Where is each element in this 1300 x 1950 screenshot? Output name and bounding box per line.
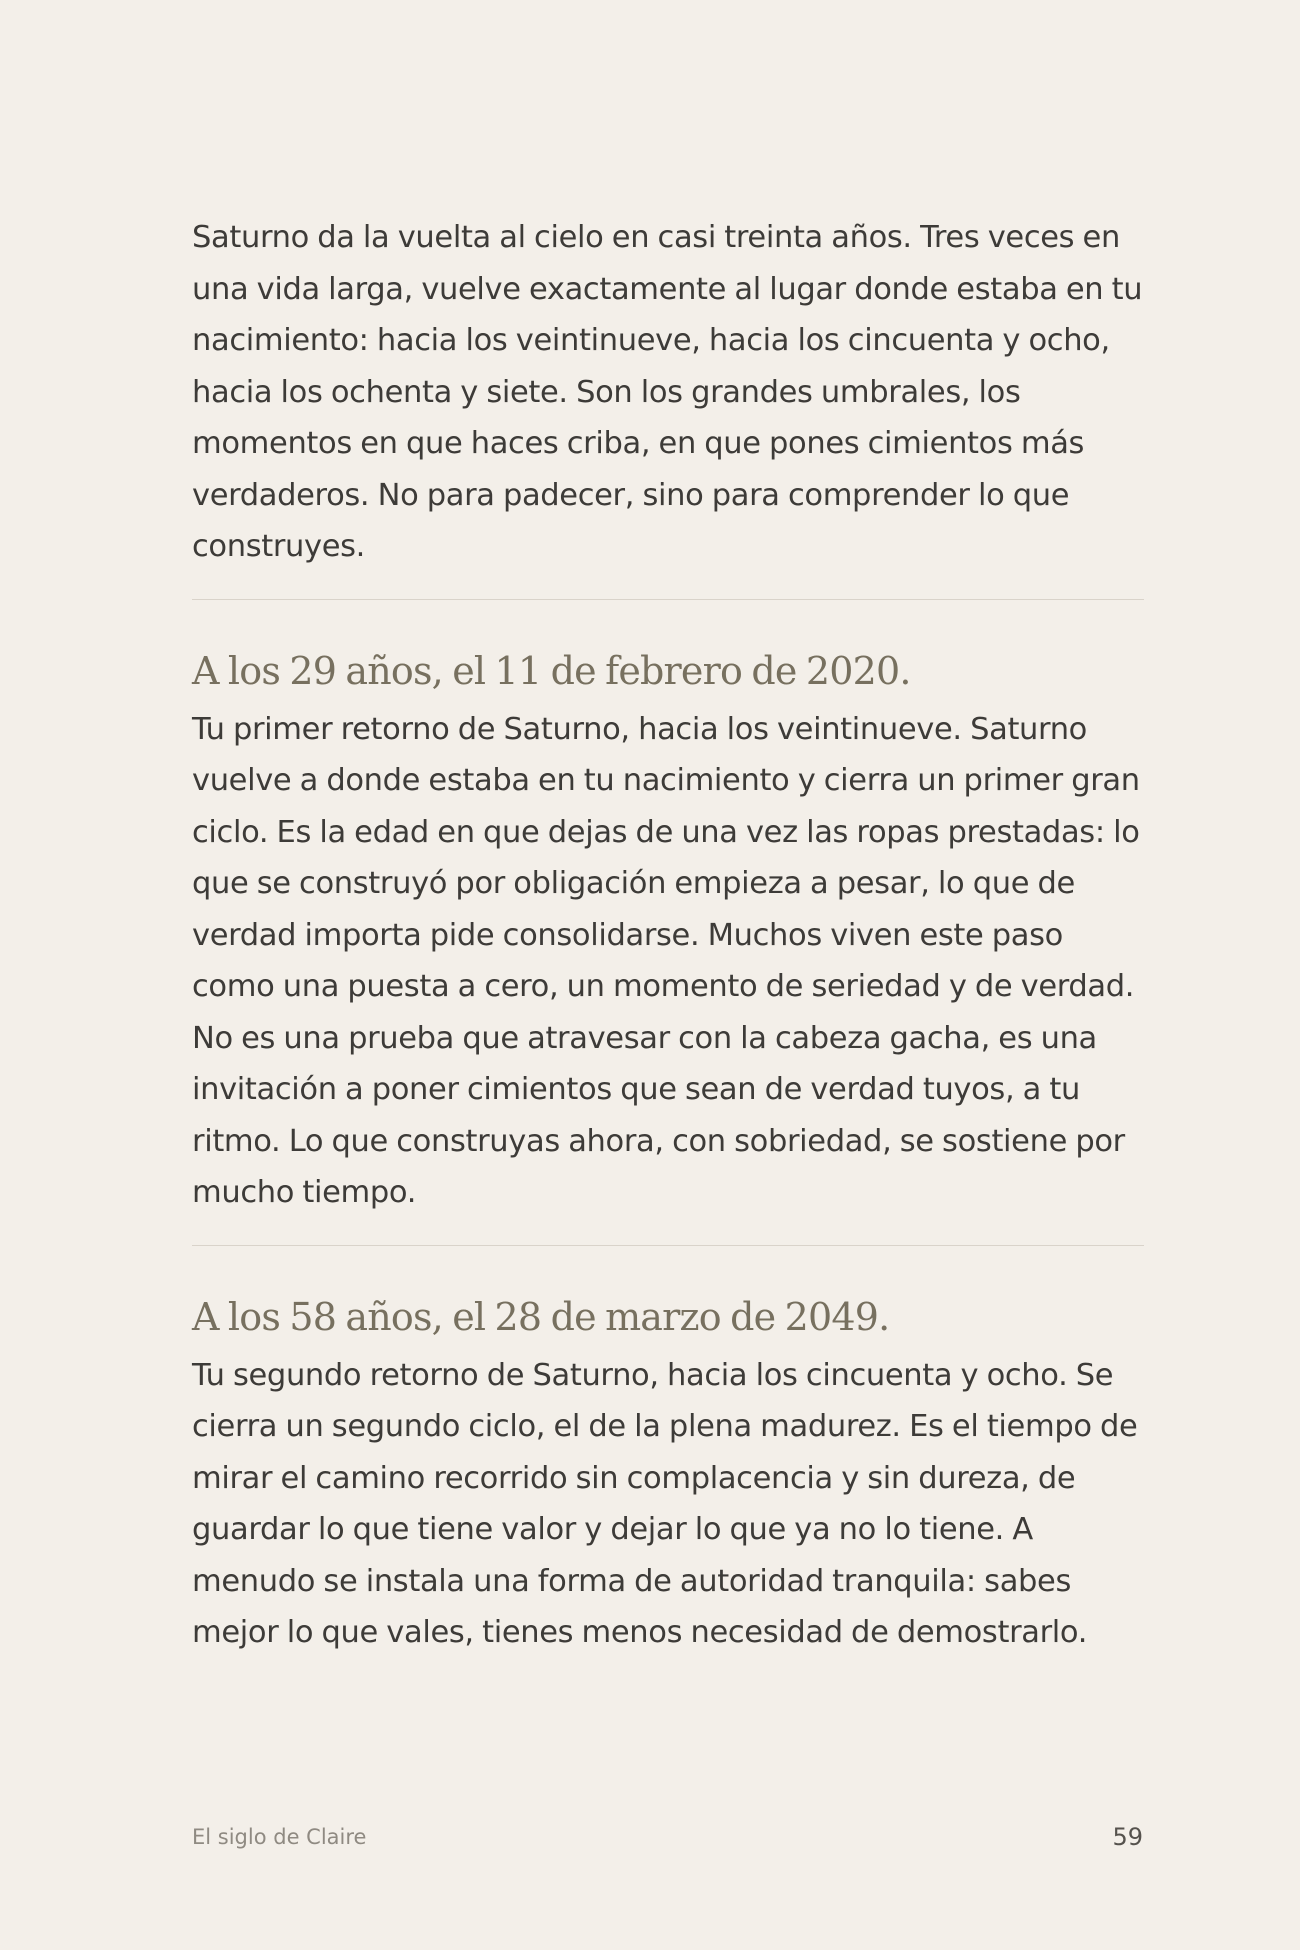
section-heading-second-return: A los 58 años, el 28 de marzo de 2049. <box>192 1294 890 1339</box>
intro-paragraph: Saturno da la vuelta al cielo en casi treinta años. Tres veces en una vida larga, vuelve exactamente al lugar donde estaba en tu nacimiento: hacia los veintinueve, hacia los cincuenta y ocho, hacia los ochenta y siete. Son los grandes umbrales, los momentos en que haces criba, en que pones cimientos más verdaderos. No para padecer, sino para comprender lo que construyes. <box>192 220 1143 564</box>
section-body-second-return: Tu segundo retorno de Saturno, hacia los cincuenta y ocho. Se cierra un segundo ciclo, el de la plena madurez. Es el tiempo de mirar el camino recorrido sin complacencia y sin dureza, de guardar lo que tiene valor y dejar lo que ya no lo tiene. A menudo se instala una forma de autoridad tranquila: sabes mejor lo que vales, tienes menos necesidad de demostrarlo. <box>192 1357 1138 1650</box>
section-divider <box>192 1245 1144 1246</box>
section-body-first-return: Tu primer retorno de Saturno, hacia los veintinueve. Saturno vuelve a donde estaba en tu nacimiento y cierra un primer gran ciclo. Es la edad en que dejas de una vez las ropas prestadas: lo que se construyó por obligación empieza a pesar, lo que de verdad importa pide consolidarse. Muchos viven este paso como una puesta a cero, un momento de seriedad y de verdad. No es una prueba que atravesar con la cabeza gacha, es una invitación a poner cimientos que sean de verdad tuyos, a tu ritmo. Lo que construyas ahora, con sobriedad, se sostiene por mucho tiempo. <box>192 711 1140 1210</box>
footer-book-title: El siglo de Claire <box>192 1825 367 1849</box>
section-divider <box>192 599 1144 600</box>
footer-page-number: 59 <box>1112 1823 1143 1851</box>
page-content <box>192 212 1144 1659</box>
section-heading-first-return: A los 29 años, el 11 de febrero de 2020. <box>192 648 911 693</box>
